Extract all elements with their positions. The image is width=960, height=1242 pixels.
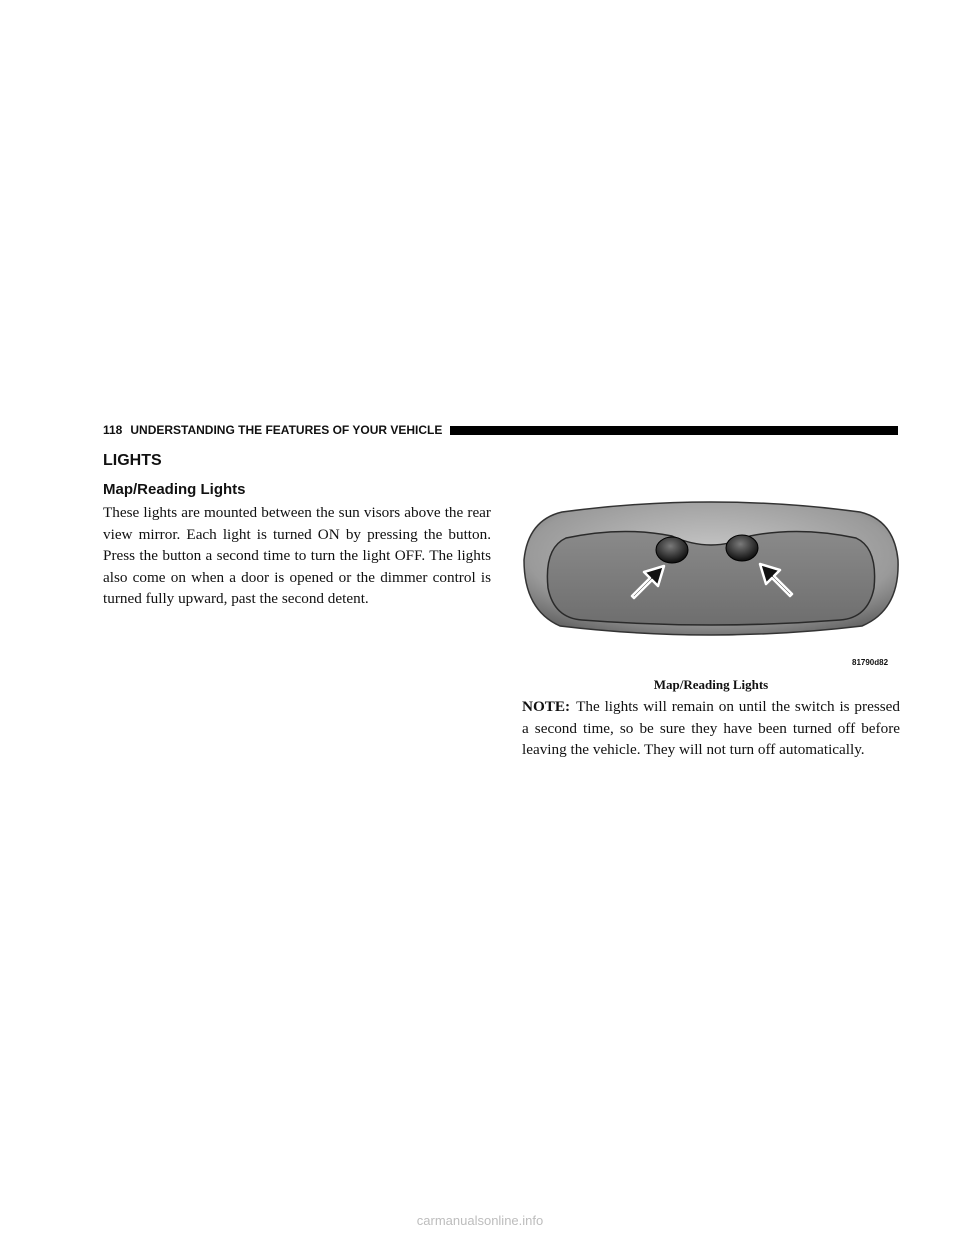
body-paragraph xyxy=(103,502,491,610)
note-label: NOTE: xyxy=(522,698,571,715)
figure-caption: Map/Reading Lights xyxy=(653,677,769,692)
lens-panel xyxy=(547,531,874,625)
figure-code: 81790d82 xyxy=(852,658,889,667)
note-paragraph xyxy=(522,696,900,761)
page-number: 118 xyxy=(103,423,123,437)
map-reading-lights-illustration xyxy=(522,498,900,638)
subsection-heading: Map/Reading Lights xyxy=(103,481,246,498)
section-title: UNDERSTANDING THE FEATURES OF YOUR VEHICLE xyxy=(130,423,443,437)
note-text: The lights will remain on until the switch is pressed a second time, so be sure they have been turned off before leaving the vehicle. They will not turn off automatically. xyxy=(522,698,900,758)
left-light-button xyxy=(656,537,688,563)
body-text: These lights are mounted between the sun visors above the rear view mirror. Each light is turned ON by pressing the button. Press the button a second time to turn the light OFF. The lights also come on when a door is opened or the dimmer control is turned fully upward, past the second detent. xyxy=(103,504,491,607)
section-heading: LIGHTS xyxy=(103,452,162,469)
watermark: carmanualsonline.info xyxy=(416,1213,544,1228)
header-rule xyxy=(450,426,898,435)
page-header xyxy=(103,423,898,437)
right-light-button xyxy=(726,535,758,561)
